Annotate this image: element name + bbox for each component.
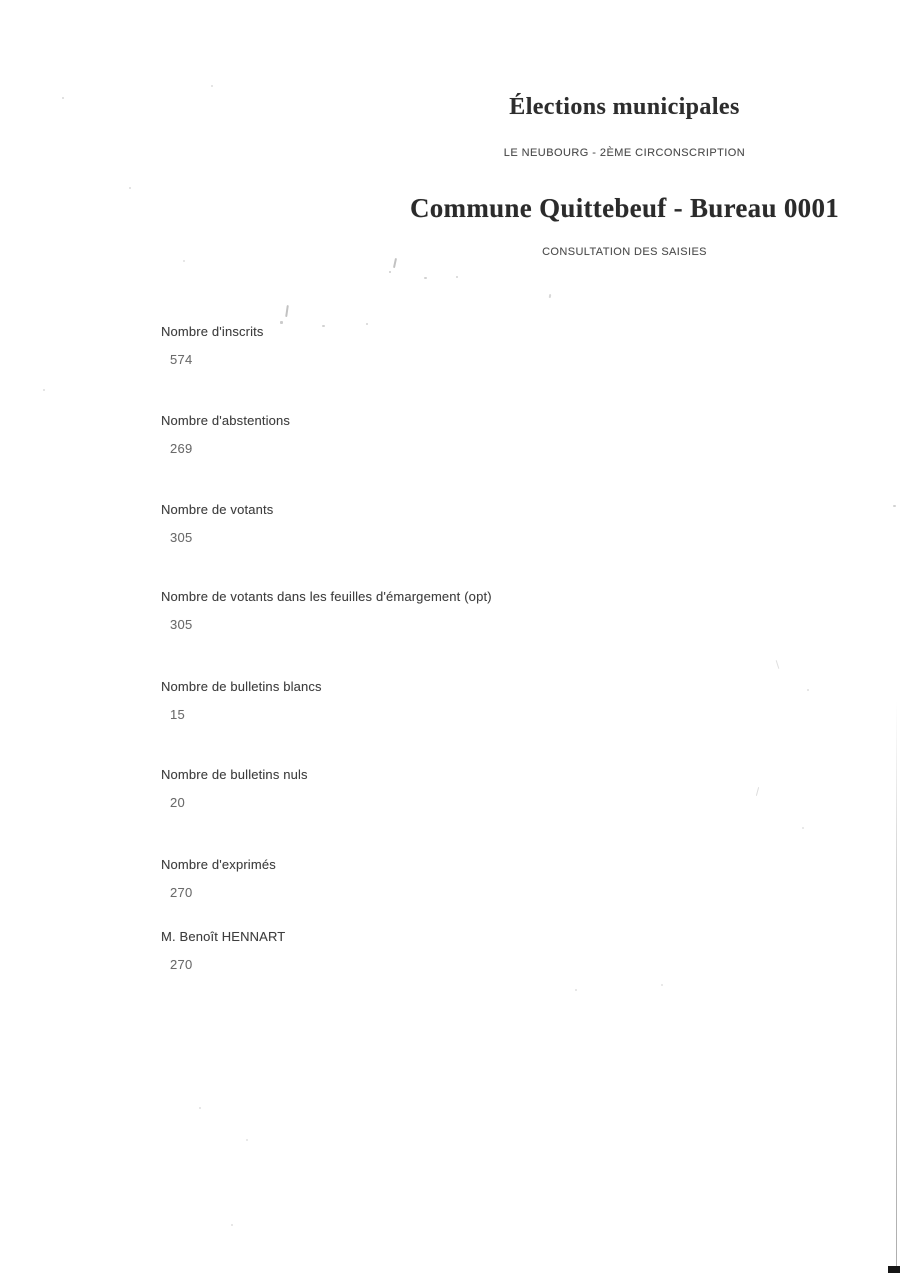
field-label: M. Benoît HENNART — [161, 929, 286, 944]
field-value: 574 — [170, 352, 193, 367]
field-value: 305 — [170, 530, 193, 545]
field-label: Nombre d'abstentions — [161, 413, 291, 428]
scan-speck — [129, 187, 131, 189]
field-row — [161, 768, 781, 810]
scan-speck — [280, 321, 283, 324]
field-value: 15 — [170, 707, 186, 722]
field-row — [161, 680, 781, 722]
scan-edge-line — [896, 700, 897, 1267]
scan-speck — [575, 989, 577, 991]
scan-speck — [456, 276, 458, 278]
field-row — [161, 414, 781, 456]
scan-speck — [424, 277, 427, 279]
field-value: 305 — [170, 617, 193, 632]
scan-speck — [807, 689, 809, 691]
field-label: Nombre de bulletins blancs — [161, 679, 322, 694]
scan-speck — [893, 505, 896, 507]
field-value: 20 — [170, 795, 186, 810]
circonscription-subtitle: LE NEUBOURG - 2ÈME CIRCONSCRIPTION — [503, 147, 746, 159]
field-label: Nombre d'inscrits — [161, 324, 264, 339]
scan-speck — [43, 389, 45, 391]
field-row — [161, 325, 781, 367]
field-label: Nombre de votants — [161, 502, 274, 517]
scan-speck — [246, 1139, 248, 1141]
field-row — [161, 930, 781, 972]
field-label: Nombre d'exprimés — [161, 857, 276, 872]
scan-speck — [183, 260, 185, 262]
scan-speck — [231, 1224, 233, 1226]
page-title: Élections municipales — [509, 94, 740, 120]
scan-speck — [389, 271, 391, 273]
field-value: 270 — [170, 957, 193, 972]
field-value: 269 — [170, 441, 193, 456]
field-label: Nombre de votants dans les feuilles d'émargement (opt) — [161, 589, 492, 604]
field-value: 270 — [170, 885, 193, 900]
scan-speck — [661, 984, 663, 986]
scan-speck — [322, 325, 325, 327]
field-row — [161, 590, 781, 632]
scan-speck — [211, 85, 213, 87]
field-row — [161, 503, 781, 545]
scan-speck — [802, 827, 804, 829]
scan-speck — [366, 323, 368, 325]
consultation-subheading: CONSULTATION DES SAISIES — [542, 246, 707, 258]
field-row — [161, 858, 781, 900]
scan-speck — [62, 97, 64, 99]
scan-corner-mark — [888, 1266, 900, 1273]
commune-bureau-heading: Commune Quittebeuf - Bureau 0001 — [409, 193, 840, 223]
scan-speck — [199, 1107, 201, 1109]
field-label: Nombre de bulletins nuls — [161, 767, 308, 782]
